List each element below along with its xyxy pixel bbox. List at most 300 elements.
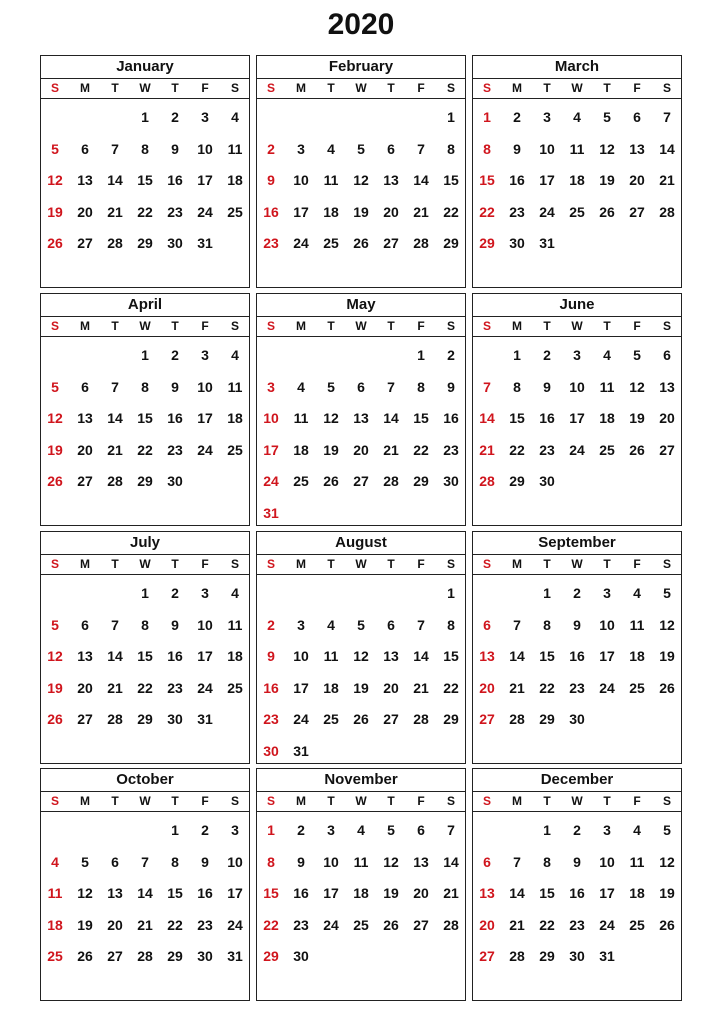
day-cell: 9 (447, 378, 455, 395)
day-cell: 17 (227, 885, 243, 901)
day-cell: 4 (297, 378, 305, 395)
day-cell: 28 (383, 473, 399, 489)
day-cell: 30 (443, 473, 459, 489)
day-cell: 20 (413, 885, 429, 901)
day-cell: 19 (353, 203, 369, 220)
weekday-header: S (446, 794, 455, 808)
weekday-header: S (266, 319, 275, 333)
day-cell: 18 (323, 679, 339, 696)
day-cell: 17 (599, 648, 615, 664)
day-cell: 14 (107, 172, 123, 188)
day-cell: 15 (509, 410, 525, 426)
day-cell: 18 (227, 648, 243, 664)
day-cell: 3 (231, 822, 239, 838)
day-cell: 3 (201, 585, 209, 601)
day-cell: 3 (603, 822, 611, 838)
day-cell: 13 (107, 885, 123, 901)
day-cell: 6 (633, 109, 641, 125)
day-cell: 17 (293, 203, 309, 220)
day-cell: 22 (137, 203, 153, 220)
day-cell: 23 (197, 916, 213, 933)
day-cell: 30 (509, 235, 525, 251)
day-cell: 7 (447, 822, 455, 838)
day-cell: 8 (483, 140, 491, 157)
day-cell: 19 (659, 885, 675, 901)
day-cell: 2 (573, 822, 581, 838)
day-cell: 7 (417, 616, 425, 633)
day-cell: 18 (569, 172, 585, 188)
day-cell: 28 (509, 948, 525, 964)
month-name: July (41, 532, 249, 555)
weekday-divider (257, 98, 465, 99)
weekday-divider (473, 811, 681, 812)
day-cell: 1 (417, 347, 425, 363)
day-cell: 21 (413, 203, 429, 220)
day-cell: 11 (323, 172, 339, 188)
day-cell: 26 (353, 235, 369, 251)
year-title: 2020 (327, 8, 395, 41)
day-cell: 23 (539, 441, 555, 458)
day-cell: 31 (197, 235, 213, 251)
weekday-header: F (417, 794, 425, 808)
weekday-header: W (571, 794, 583, 808)
day-cell: 1 (141, 585, 149, 601)
day-cell: 28 (443, 916, 459, 933)
day-cell: 6 (81, 140, 89, 157)
day-cell: 17 (263, 441, 279, 458)
weekday-divider (41, 98, 249, 99)
month-name: August (257, 532, 465, 555)
day-cell: 16 (167, 648, 183, 664)
day-cell: 8 (141, 378, 149, 395)
day-cell: 27 (77, 473, 93, 489)
weekday-header: T (327, 319, 335, 333)
day-cell: 25 (227, 679, 243, 696)
weekday-header: S (230, 794, 239, 808)
day-cell: 6 (663, 347, 671, 363)
day-cell: 9 (267, 172, 275, 188)
day-cell: 25 (629, 679, 645, 696)
day-cell: 23 (167, 203, 183, 220)
weekday-header: W (355, 794, 367, 808)
day-cell: 24 (227, 916, 243, 933)
day-cell: 29 (167, 948, 183, 964)
day-cell: 26 (629, 441, 645, 458)
day-cell: 31 (227, 948, 243, 964)
weekday-header: S (230, 319, 239, 333)
weekday-header: M (512, 557, 522, 571)
day-cell: 12 (323, 410, 339, 426)
weekday-header: S (482, 81, 491, 95)
day-cell: 13 (383, 172, 399, 188)
day-cell: 31 (263, 504, 279, 521)
day-cell: 31 (539, 235, 555, 251)
day-cell: 20 (479, 916, 495, 933)
day-cell: 13 (479, 648, 495, 664)
day-cell: 30 (263, 742, 279, 759)
weekday-header: T (171, 557, 179, 571)
month-name: January (41, 56, 249, 79)
day-cell: 22 (443, 203, 459, 220)
day-cell: 11 (227, 140, 243, 157)
day-cell: 29 (137, 711, 153, 727)
day-cell: 18 (353, 885, 369, 901)
day-cell: 26 (353, 711, 369, 727)
day-cell: 1 (447, 585, 455, 601)
day-cell: 24 (293, 235, 309, 251)
day-cell: 19 (383, 885, 399, 901)
day-cell: 30 (197, 948, 213, 964)
day-cell: 12 (659, 853, 675, 870)
day-cell: 27 (383, 711, 399, 727)
day-cell: 4 (573, 109, 581, 125)
day-cell: 4 (357, 822, 365, 838)
day-cell: 29 (443, 711, 459, 727)
month-march (472, 55, 682, 288)
day-cell: 18 (227, 172, 243, 188)
day-cell: 12 (383, 853, 399, 870)
day-cell: 5 (633, 347, 641, 363)
weekday-header: W (571, 557, 583, 571)
day-cell: 19 (47, 203, 63, 220)
month-february (256, 55, 466, 288)
day-cell: 12 (629, 378, 645, 395)
day-cell: 15 (479, 172, 495, 188)
day-cell: 3 (543, 109, 551, 125)
day-cell: 16 (167, 410, 183, 426)
day-cell: 20 (479, 679, 495, 696)
day-cell: 6 (417, 822, 425, 838)
day-cell: 26 (383, 916, 399, 933)
day-cell: 18 (629, 648, 645, 664)
day-cell: 24 (599, 916, 615, 933)
day-cell: 6 (387, 140, 395, 157)
day-cell: 22 (137, 441, 153, 458)
day-cell: 15 (137, 648, 153, 664)
weekday-header: W (139, 81, 151, 95)
day-cell: 11 (227, 378, 243, 395)
weekday-divider (257, 336, 465, 337)
weekday-header: F (633, 557, 641, 571)
month-october (40, 768, 250, 1001)
weekday-header: S (50, 557, 59, 571)
weekday-header: W (571, 319, 583, 333)
day-cell: 22 (539, 679, 555, 696)
day-cell: 23 (167, 441, 183, 458)
day-cell: 10 (599, 616, 615, 633)
day-cell: 26 (323, 473, 339, 489)
day-cell: 20 (77, 441, 93, 458)
day-cell: 25 (353, 916, 369, 933)
day-cell: 12 (659, 616, 675, 633)
day-cell: 3 (603, 585, 611, 601)
day-cell: 7 (111, 140, 119, 157)
day-cell: 4 (51, 853, 59, 870)
weekday-header: M (296, 557, 306, 571)
day-cell: 23 (263, 235, 279, 251)
weekday-divider (473, 336, 681, 337)
month-september (472, 531, 682, 764)
day-cell: 2 (447, 347, 455, 363)
day-cell: 9 (513, 140, 521, 157)
weekday-header: T (327, 81, 335, 95)
day-cell: 11 (629, 616, 645, 633)
weekday-header: T (387, 81, 395, 95)
weekday-header: W (139, 557, 151, 571)
day-cell: 13 (353, 410, 369, 426)
day-cell: 13 (77, 648, 93, 664)
day-cell: 24 (539, 203, 555, 220)
weekday-header: T (603, 557, 611, 571)
day-cell: 5 (357, 140, 365, 157)
day-cell: 28 (509, 711, 525, 727)
day-cell: 30 (293, 948, 309, 964)
day-cell: 26 (47, 235, 63, 251)
day-cell: 9 (573, 616, 581, 633)
day-cell: 8 (543, 616, 551, 633)
weekday-header: F (633, 794, 641, 808)
day-cell: 4 (231, 109, 239, 125)
day-cell: 25 (293, 473, 309, 489)
day-cell: 10 (197, 378, 213, 395)
weekday-header: S (266, 557, 275, 571)
day-cell: 28 (107, 235, 123, 251)
day-cell: 14 (509, 885, 525, 901)
day-cell: 10 (569, 378, 585, 395)
weekday-header: S (662, 557, 671, 571)
day-cell: 29 (413, 473, 429, 489)
weekday-header: F (201, 319, 209, 333)
day-cell: 1 (513, 347, 521, 363)
day-cell: 7 (483, 378, 491, 395)
day-cell: 2 (267, 140, 275, 157)
day-cell: 5 (663, 822, 671, 838)
day-cell: 14 (479, 410, 495, 426)
day-cell: 30 (569, 948, 585, 964)
day-cell: 9 (171, 140, 179, 157)
day-cell: 17 (539, 172, 555, 188)
month-july (40, 531, 250, 764)
day-cell: 10 (197, 616, 213, 633)
weekday-header: T (111, 557, 119, 571)
day-cell: 5 (357, 616, 365, 633)
day-cell: 5 (51, 378, 59, 395)
day-cell: 10 (599, 853, 615, 870)
weekday-header: S (662, 81, 671, 95)
month-name: November (257, 769, 465, 792)
weekday-header: T (387, 794, 395, 808)
day-cell: 21 (443, 885, 459, 901)
day-cell: 14 (659, 140, 675, 157)
day-cell: 25 (629, 916, 645, 933)
day-cell: 16 (263, 679, 279, 696)
day-cell: 28 (413, 235, 429, 251)
day-cell: 19 (353, 679, 369, 696)
day-cell: 20 (383, 679, 399, 696)
day-cell: 6 (387, 616, 395, 633)
day-cell: 11 (323, 648, 339, 664)
weekday-header: M (296, 81, 306, 95)
day-cell: 25 (599, 441, 615, 458)
day-cell: 19 (47, 679, 63, 696)
day-cell: 16 (263, 203, 279, 220)
day-cell: 9 (297, 853, 305, 870)
weekday-header: S (266, 794, 275, 808)
weekday-header: S (50, 319, 59, 333)
day-cell: 19 (599, 172, 615, 188)
day-cell: 12 (353, 648, 369, 664)
month-name: February (257, 56, 465, 79)
day-cell: 3 (327, 822, 335, 838)
day-cell: 27 (353, 473, 369, 489)
day-cell: 17 (197, 410, 213, 426)
weekday-header: T (543, 794, 551, 808)
weekday-header: S (482, 319, 491, 333)
day-cell: 14 (107, 410, 123, 426)
day-cell: 21 (413, 679, 429, 696)
weekday-header: S (50, 794, 59, 808)
day-cell: 1 (267, 822, 275, 838)
day-cell: 27 (659, 441, 675, 458)
weekday-header: M (80, 81, 90, 95)
day-cell: 26 (47, 473, 63, 489)
day-cell: 3 (267, 378, 275, 395)
weekday-divider (257, 811, 465, 812)
day-cell: 16 (569, 885, 585, 901)
day-cell: 23 (167, 679, 183, 696)
weekday-header: W (355, 557, 367, 571)
weekday-header: T (603, 794, 611, 808)
day-cell: 14 (413, 172, 429, 188)
day-cell: 16 (197, 885, 213, 901)
day-cell: 7 (513, 853, 521, 870)
day-cell: 15 (443, 172, 459, 188)
day-cell: 24 (197, 679, 213, 696)
day-cell: 2 (297, 822, 305, 838)
day-cell: 27 (107, 948, 123, 964)
day-cell: 13 (383, 648, 399, 664)
day-cell: 17 (323, 885, 339, 901)
day-cell: 14 (443, 853, 459, 870)
day-cell: 9 (267, 648, 275, 664)
weekday-divider (41, 574, 249, 575)
day-cell: 11 (293, 410, 309, 426)
day-cell: 21 (509, 679, 525, 696)
day-cell: 28 (659, 203, 675, 220)
day-cell: 11 (599, 378, 615, 395)
day-cell: 5 (387, 822, 395, 838)
day-cell: 24 (197, 203, 213, 220)
day-cell: 24 (323, 916, 339, 933)
day-cell: 13 (413, 853, 429, 870)
weekday-header: M (512, 319, 522, 333)
day-cell: 16 (509, 172, 525, 188)
weekday-header: T (171, 319, 179, 333)
day-cell: 28 (107, 473, 123, 489)
day-cell: 28 (413, 711, 429, 727)
month-name: October (41, 769, 249, 792)
month-name: September (473, 532, 681, 555)
weekday-header: F (201, 81, 209, 95)
day-cell: 27 (479, 711, 495, 727)
day-cell: 19 (629, 410, 645, 426)
day-cell: 24 (569, 441, 585, 458)
day-cell: 27 (629, 203, 645, 220)
day-cell: 8 (267, 853, 275, 870)
weekday-header: T (111, 794, 119, 808)
day-cell: 12 (47, 410, 63, 426)
day-cell: 5 (663, 585, 671, 601)
day-cell: 5 (603, 109, 611, 125)
day-cell: 12 (47, 172, 63, 188)
day-cell: 8 (447, 616, 455, 633)
day-cell: 6 (483, 616, 491, 633)
day-cell: 20 (107, 916, 123, 933)
day-cell: 10 (293, 172, 309, 188)
day-cell: 22 (137, 679, 153, 696)
weekday-divider (473, 574, 681, 575)
day-cell: 19 (77, 916, 93, 933)
day-cell: 29 (263, 948, 279, 964)
day-cell: 3 (573, 347, 581, 363)
weekday-header: S (230, 557, 239, 571)
day-cell: 20 (659, 410, 675, 426)
day-cell: 31 (599, 948, 615, 964)
day-cell: 23 (263, 711, 279, 727)
day-cell: 17 (569, 410, 585, 426)
weekday-header: S (662, 794, 671, 808)
day-cell: 28 (107, 711, 123, 727)
day-cell: 26 (77, 948, 93, 964)
day-cell: 30 (167, 235, 183, 251)
day-cell: 13 (77, 172, 93, 188)
day-cell: 30 (539, 473, 555, 489)
day-cell: 13 (479, 885, 495, 901)
day-cell: 8 (141, 140, 149, 157)
weekday-header: W (139, 319, 151, 333)
day-cell: 27 (77, 711, 93, 727)
day-cell: 22 (479, 203, 495, 220)
day-cell: 9 (201, 853, 209, 870)
weekday-header: W (355, 319, 367, 333)
day-cell: 19 (659, 648, 675, 664)
day-cell: 2 (201, 822, 209, 838)
day-cell: 10 (323, 853, 339, 870)
weekday-header: M (512, 81, 522, 95)
day-cell: 21 (107, 203, 123, 220)
day-cell: 3 (297, 616, 305, 633)
day-cell: 31 (293, 742, 309, 759)
day-cell: 16 (443, 410, 459, 426)
weekday-header: F (417, 319, 425, 333)
day-cell: 3 (201, 347, 209, 363)
day-cell: 8 (513, 378, 521, 395)
weekday-header: S (446, 557, 455, 571)
day-cell: 26 (659, 916, 675, 933)
day-cell: 8 (543, 853, 551, 870)
weekday-header: W (139, 794, 151, 808)
day-cell: 15 (443, 648, 459, 664)
day-cell: 17 (599, 885, 615, 901)
weekday-header: T (543, 557, 551, 571)
day-cell: 5 (81, 853, 89, 870)
day-cell: 24 (293, 711, 309, 727)
month-june (472, 293, 682, 526)
day-cell: 12 (77, 885, 93, 901)
day-cell: 16 (167, 172, 183, 188)
month-august (256, 531, 466, 764)
day-cell: 2 (171, 347, 179, 363)
